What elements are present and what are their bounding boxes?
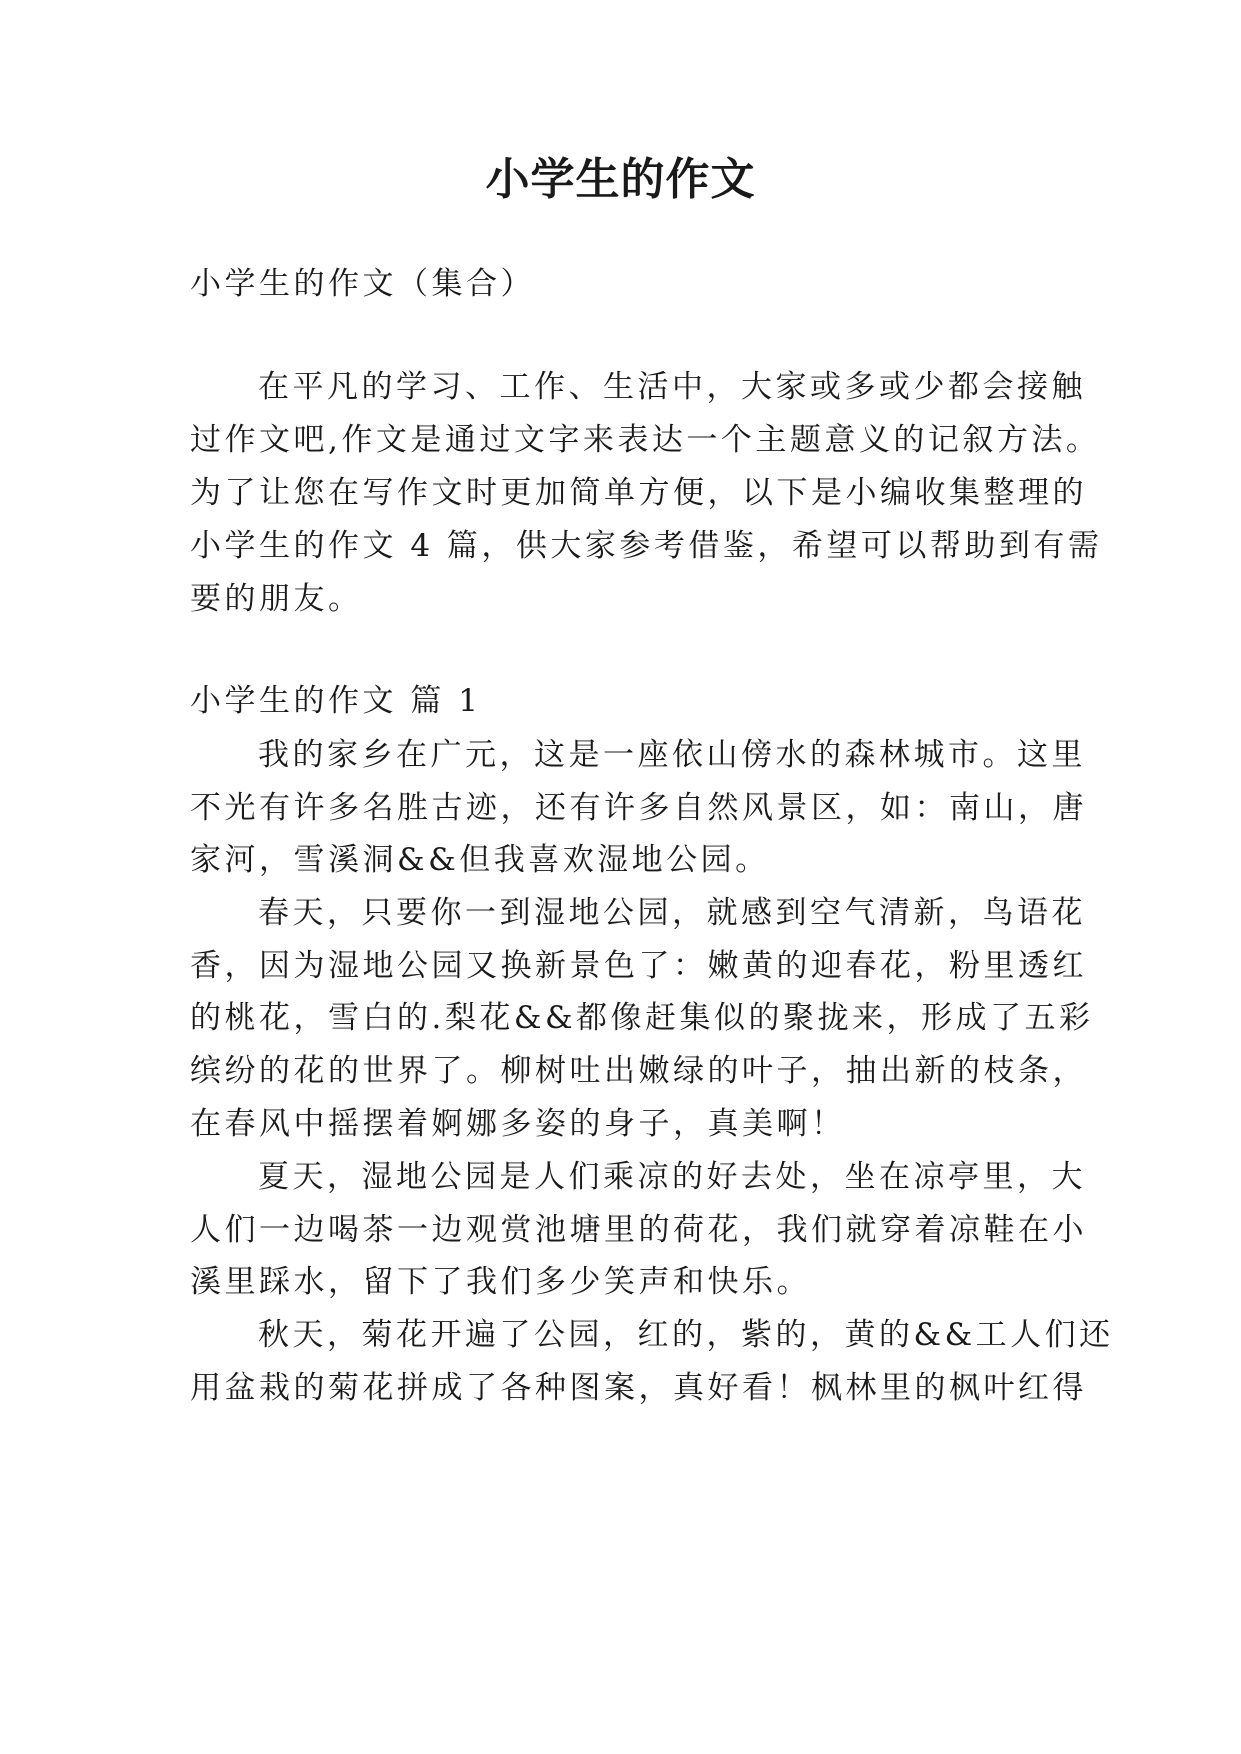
section1-line-2: 不光有许多名胜古迹，还有许多自然风景区，如：南山，唐: [190, 790, 1087, 826]
section1-line-9: 夏天，湿地公园是人们乘凉的好去处，坐在凉亭里，大: [258, 1159, 1086, 1195]
section1-line-13: 用盆栽的菊花拼成了各种图案，真好看！枫林里的枫叶红得: [190, 1370, 1087, 1406]
intro-line-5: 要的朋友。: [190, 581, 363, 617]
document-subtitle: 小学生的作文（集合）: [190, 266, 535, 302]
section1-line-4: 春天，只要你一到湿地公园，就感到空气清新，鸟语花: [258, 895, 1086, 931]
section1-line-10: 人们一边喝茶一边观赏池塘里的荷花，我们就穿着凉鞋在小: [190, 1212, 1087, 1248]
section1-heading: 小学生的作文 篇 1: [190, 683, 482, 719]
section1-line-8: 在春风中摇摆着婀娜多姿的身子，真美啊！: [190, 1106, 846, 1142]
intro-line-2: 过作文吧,作文是通过文字来表达一个主题意义的记叙方法。: [190, 422, 1101, 458]
intro-line-4: 小学生的作文 4 篇，供大家参考借鉴，希望可以帮助到有需: [190, 528, 1103, 564]
intro-line-3: 为了让您在写作文时更加简单方便，以下是小编收集整理的: [190, 475, 1087, 511]
section1-line-1: 我的家乡在广元，这是一座依山傍水的森林城市。这里: [258, 737, 1086, 773]
section1-line-5: 香，因为湿地公园又换新景色了：嫩黄的迎春花，粉里透红: [190, 948, 1087, 984]
section1-line-3: 家河，雪溪洞&&但我喜欢湿地公园。: [190, 842, 770, 878]
section1-line-6: 的桃花，雪白的.梨花&&都像赶集似的聚拢来，形成了五彩: [190, 1000, 1094, 1036]
document-title: 小学生的作文: [485, 154, 756, 205]
section1-line-11: 溪里踩水，留下了我们多少笑声和快乐。: [190, 1264, 811, 1300]
section1-line-7: 缤纷的花的世界了。柳树吐出嫩绿的叶子，抽出新的枝条，: [190, 1053, 1087, 1089]
intro-line-1: 在平凡的学习、工作、生活中，大家或多或少都会接触: [258, 369, 1086, 405]
section1-line-12: 秋天，菊花开遍了公园，红的，紫的，黄的&&工人们还: [258, 1317, 1114, 1353]
